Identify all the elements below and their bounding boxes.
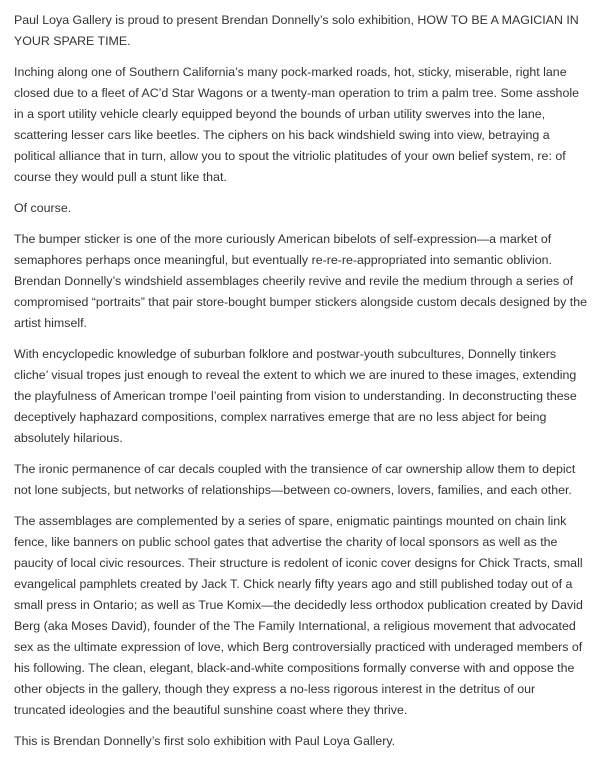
closing-paragraph: This is Brendan Donnelly’s first solo exhibition with Paul Loya Gallery.	[14, 734, 396, 748]
intro-paragraph: Paul Loya Gallery is proud to present Brendan Donnelly’s solo exhibition, HOW TO BE A MAGICIAN IN YOUR SPARE TIME.	[14, 13, 579, 48]
body-paragraph-permanence: The ironic permanence of car decals coupled with the transience of car ownership allow them to depict not lone subjects, but networks of relationships—between co-owners, lovers, families, and each other.	[14, 462, 576, 497]
body-paragraph-folklore: With encyclopedic knowledge of suburban folklore and postwar-youth subcultures, Donnelly tinkers cliche’ visual tropes just enough to reveal the extent to which we are inured to these images, extending the playfulness of American trompe l’oeil painting from vision to understanding. In deconstructing these deceptively haphazard compositions, complex narratives emerge that are no less abject for being absolutely hilarious.	[14, 347, 577, 445]
body-paragraph-paintings: The assemblages are complemented by a series of spare, enigmatic paintings mounted on chain link fence, like banners on public school gates that advertise the charity of local sponsors as well as the paucity of local civic resources. Their structure is redolent of iconic cover designs for Chick Tracts, small evangelical pamphlets created by Jack T. Chick nearly fifty years ago and still published today out of a small press in Ontario; as well as True Komix—the decidedly less orthodox publication created by David Berg (aka Moses David), founder of the The Family International, a religious movement that advocated sex as the ultimate expression of love, which Berg controversially practiced with underaged members of his following. The clean, elegant, black-and-white compositions formally converse with and oppose the other objects in the gallery, though they express a no-less rigorous interest in the detritus of our truncated ideologies and the beautiful sunshine coast where they thrive.	[14, 514, 583, 717]
body-paragraph-bumper-sticker: The bumper sticker is one of the more curiously American bibelots of self-expression—a market of semaphores perhaps once meaningful, but eventually re-re-re-appropriated into semantic oblivion. Brendan Donnelly’s windshield assemblages cheerily revive and revile the medium through a series of compromised “portraits” that pair store-bought bumper stickers alongside custom decals designed by the artist himself.	[14, 232, 588, 330]
body-paragraph-of-course: Of course.	[14, 201, 72, 215]
body-paragraph-road: Inching along one of Southern California’s many pock-marked roads, hot, sticky, miserable, right lane closed due to a fleet of AC’d Star Wagons or a twenty-man operation to trim a palm tree. Some asshole in a sport utility vehicle clearly equipped beyond the bounds of urban utility swerves into the lane, scattering lesser cars like beetles. The ciphers on his back windshield swing into view, betraying a political alliance that in turn, allow you to spout the vitriolic platitudes of your own belief system, re: of course they would pull a stunt like that.	[14, 65, 579, 184]
